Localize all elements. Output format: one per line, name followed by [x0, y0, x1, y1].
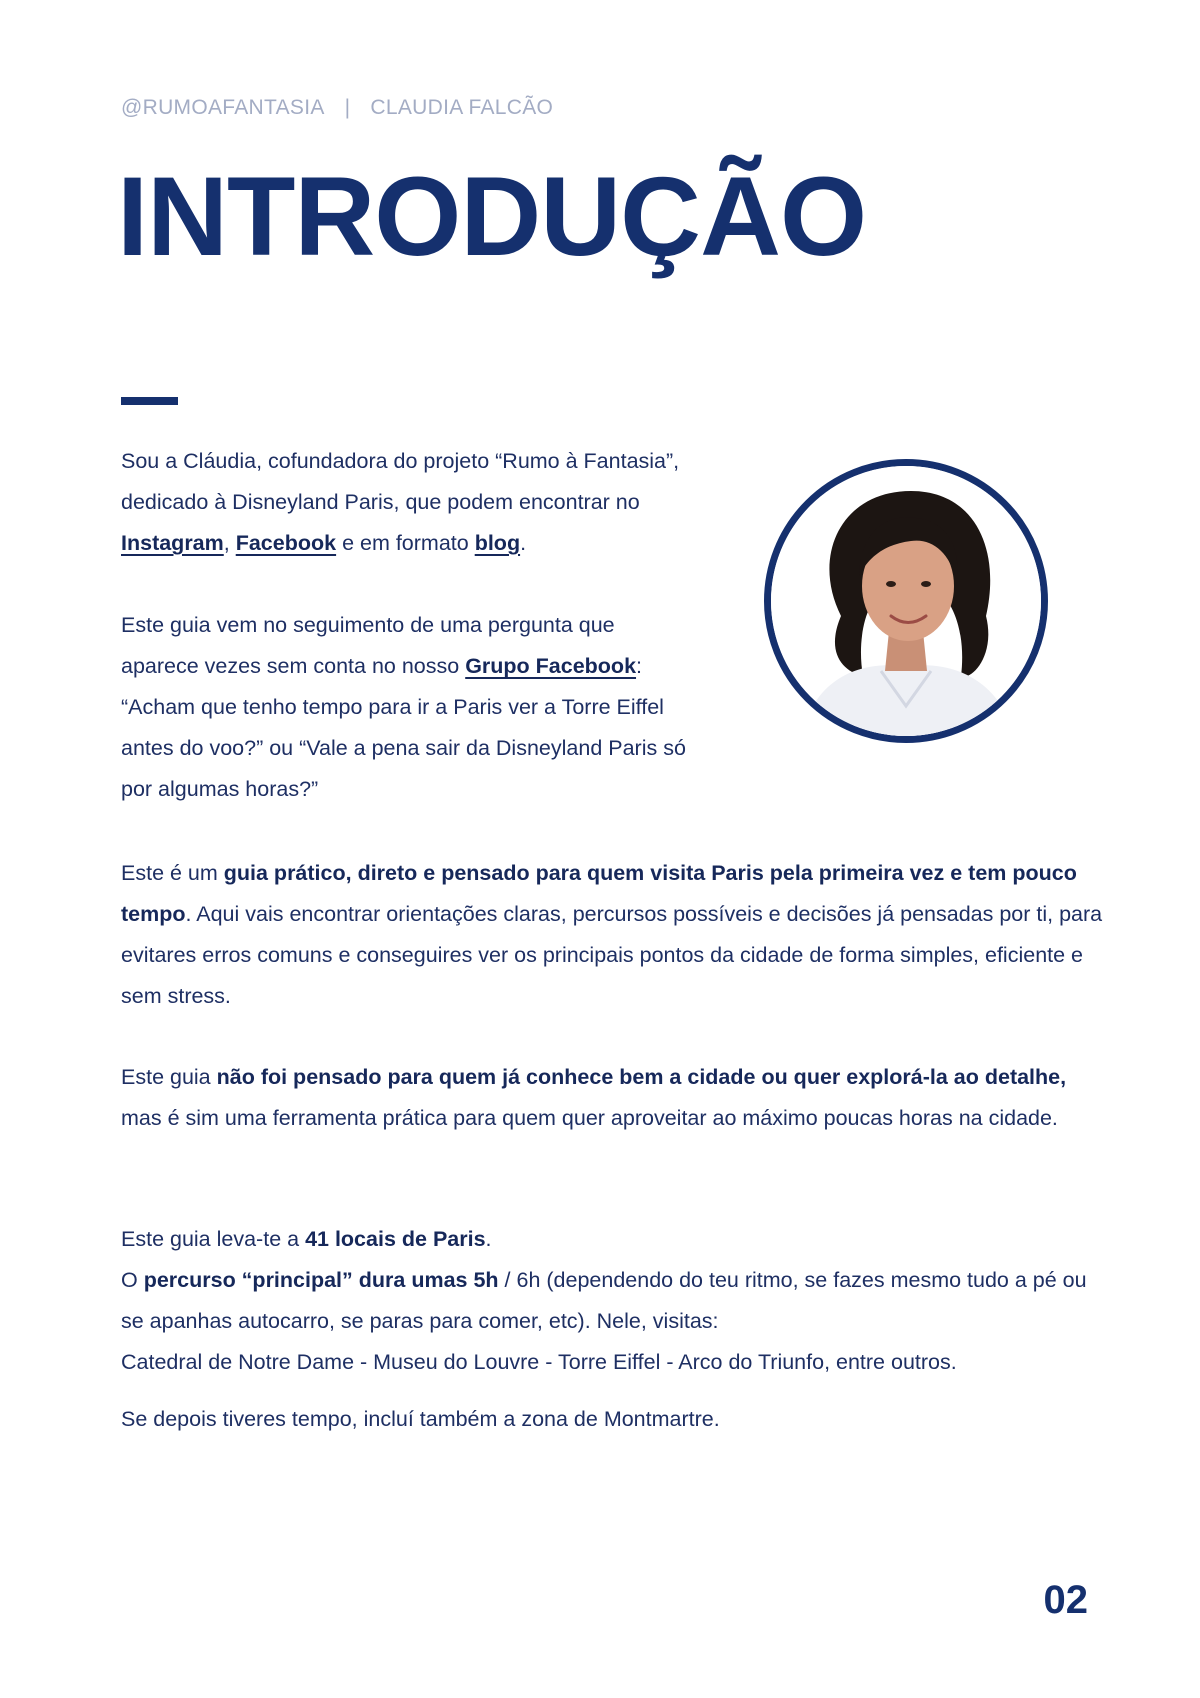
- portrait-photo-icon: [771, 466, 1041, 736]
- blog-link[interactable]: blog: [474, 531, 521, 555]
- practical-text: [121, 853, 1106, 1017]
- social-handle: @RUMOAFANTASIA: [121, 96, 325, 119]
- route-l2-post: / 6h (dependendo do teu ritmo, se fazes mesmo tudo a pé ou se apanhas autocarro, se paras para comer, etc). Nele, visitas:: [121, 1268, 1087, 1333]
- question-line-4: antes do voo?” ou “Vale a pena sair da Disneyland Paris só: [121, 736, 686, 760]
- question-line-2-text: aparece vezes sem conta no nosso: [121, 654, 466, 678]
- author-name: CLAUDIA FALCÃO: [370, 96, 554, 119]
- question-line-3: “Acham que tenho tempo para ir a Paris ver a Torre Eiffel: [121, 695, 664, 719]
- route-line-3: Catedral de Notre Dame - Museu do Louvre - Torre Eiffel - Arco do Triunfo, entre outros.: [121, 1350, 957, 1374]
- intro-line-2: dedicado à Disneyland Paris, que podem encontrar no: [121, 490, 640, 514]
- intro-line-3: [121, 523, 761, 564]
- route-l1-post: .: [485, 1227, 492, 1251]
- question-line-2: [121, 646, 761, 687]
- not-for-paragraph: [121, 1057, 1106, 1139]
- practical-pre: Este é um: [121, 861, 224, 885]
- montmartre-text: Se depois tiveres tempo, incluí também a zona de Montmartre.: [121, 1407, 720, 1431]
- question-paragraph: [121, 605, 761, 810]
- page-number: 02: [1043, 1578, 1088, 1622]
- not-for-bold: não foi pensado para quem já conhece bem a cidade ou quer explorá-la ao detalhe,: [216, 1065, 1067, 1089]
- route-paragraph: [121, 1219, 1106, 1383]
- intro-paragraph: [121, 441, 761, 564]
- route-l1-bold: 41 locais de Paris: [305, 1227, 486, 1251]
- not-for-pre: Este guia: [121, 1065, 217, 1089]
- accent-bar: [121, 397, 178, 405]
- route-l1-pre: Este guia leva-te a: [121, 1227, 306, 1251]
- practical-paragraph: [121, 853, 1106, 1017]
- route-l2-bold: percurso “principal” dura umas 5h: [143, 1268, 499, 1292]
- format-text: e em formato: [336, 531, 475, 555]
- instagram-link[interactable]: Instagram: [121, 531, 224, 555]
- practical-post: . Aqui vais encontrar orientações claras, percursos possíveis e decisões já pensadas por ti, para evitares erros comuns e conseguires ver os principais pontos da cidade de forma simples, eficiente e sem stress.: [121, 902, 1103, 1008]
- route-l2-pre: O: [121, 1268, 144, 1292]
- not-for-post: mas é sim uma ferramenta prática para quem quer aproveitar ao máximo poucas horas na cidade.: [121, 1106, 1058, 1130]
- colon-text: :: [636, 654, 643, 678]
- period-text: .: [520, 531, 527, 555]
- page-title: INTRODUÇÃO: [117, 154, 867, 279]
- not-for-text: [121, 1057, 1106, 1139]
- montmartre-paragraph: [121, 1399, 1106, 1440]
- author-portrait: [764, 459, 1048, 743]
- intro-line-1: Sou a Cláudia, cofundadora do projeto “Rumo à Fantasia”,: [121, 449, 680, 473]
- question-line-1: Este guia vem no seguimento de uma pergunta que: [121, 613, 615, 637]
- route-line-1: [121, 1219, 1106, 1260]
- route-line-2: [121, 1260, 1106, 1342]
- question-line-5: por algumas horas?”: [121, 777, 319, 801]
- practical-bold: guia prático, direto e pensado para quem visita Paris pela primeira vez e tem pouco tempo: [121, 861, 1077, 926]
- header-separator: |: [344, 96, 351, 119]
- header-line: [121, 96, 553, 120]
- facebook-link[interactable]: Facebook: [235, 531, 337, 555]
- comma-text: ,: [223, 531, 236, 555]
- facebook-group-link[interactable]: Grupo Facebook: [465, 654, 637, 678]
